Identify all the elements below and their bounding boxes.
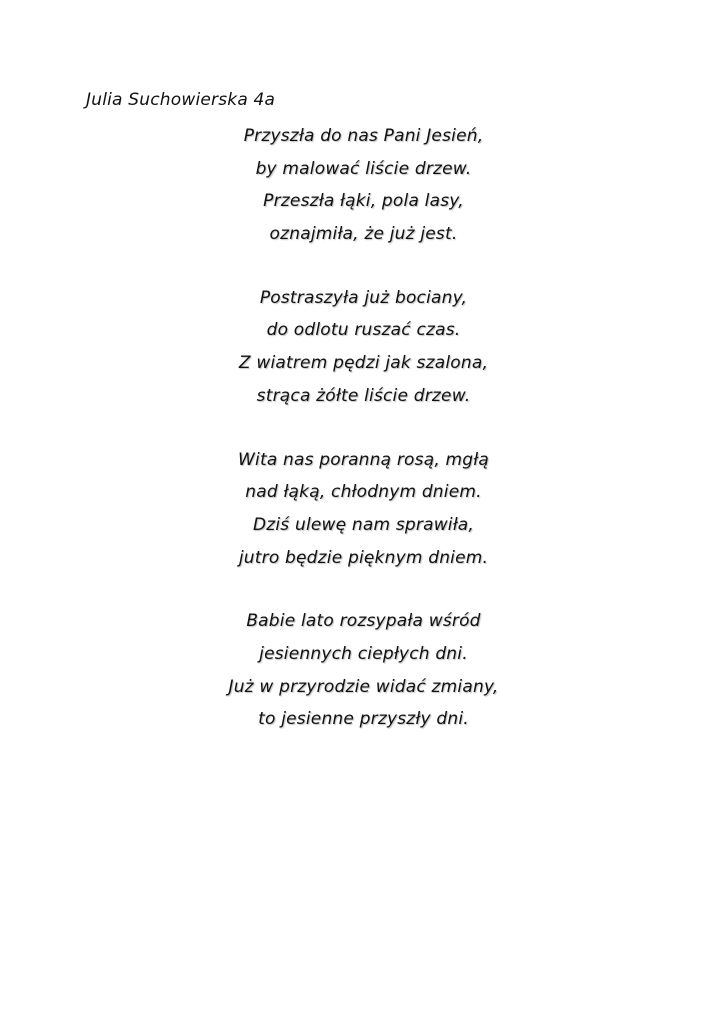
poem xyxy=(0,120,725,767)
stanza-2 xyxy=(0,282,725,413)
poem-line: Z wiatrem pędzi jak szalona, xyxy=(238,353,489,374)
poem-line: do odlotu ruszać czas. xyxy=(266,320,461,341)
poem-line: Babie lato rozsypała wśród xyxy=(246,611,481,632)
poem-line: strąca żółte liście drzew. xyxy=(256,385,471,406)
poem-line: nad łąką, chłodnym dniem. xyxy=(245,482,482,503)
poem-line: Już w przyrodzie widać zmiany, xyxy=(228,676,499,697)
stanza-1 xyxy=(0,120,725,251)
poem-line: by malować liście drzew. xyxy=(255,158,472,179)
poem-line: Postraszyła już bociany, xyxy=(259,287,468,308)
poem-line: Przeszła łąki, pola lasy, xyxy=(263,191,464,212)
poem-line: Dziś ulewę nam sprawiła, xyxy=(252,514,475,535)
stanza-3 xyxy=(0,444,725,575)
poem-line: Wita nas poranną rosą, mgłą xyxy=(238,449,489,470)
poem-line: jutro będzie pięknym dniem. xyxy=(238,547,489,568)
poem-line: oznajmiła, że już jest. xyxy=(269,224,458,245)
poem-line: jesiennych ciepłych dni. xyxy=(259,643,468,664)
stanza-4 xyxy=(0,605,725,736)
author-line: Julia Suchowierska 4a xyxy=(86,90,276,110)
poem-line: to jesienne przyszły dni. xyxy=(258,709,469,730)
poem-line: Przyszła do nas Pani Jesień, xyxy=(243,126,484,146)
